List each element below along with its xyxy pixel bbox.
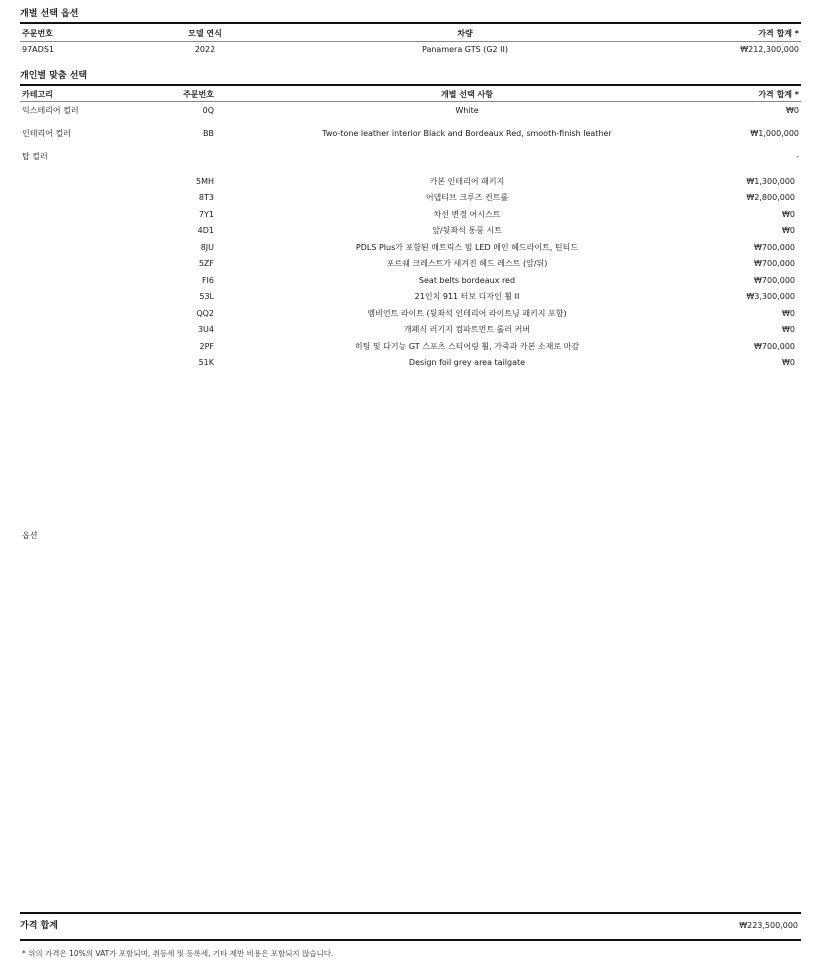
option-price: ₩2,800,000 (746, 193, 795, 203)
category-label: 탑 컬러 (22, 152, 48, 161)
option-code: 8T3 (198, 193, 214, 203)
option-price: ₩700,000 (754, 259, 795, 269)
divider-thin (20, 41, 801, 42)
option-price: ₩700,000 (754, 242, 795, 252)
header-vehicle: 차량 (457, 29, 473, 38)
category-price: ₩1,000,000 (750, 129, 799, 138)
option-price: ₩0 (782, 209, 795, 219)
category-label: 인테리어 컬러 (22, 129, 71, 138)
vehicle-name: Panamera GTS (G2 II) (421, 45, 508, 54)
option-item: 포르쉐 크레스트가 새겨진 헤드 레스트 (앞/뒤) (386, 259, 548, 269)
header-item: 개별 선택 사항 (441, 90, 493, 99)
category-price: ₩0 (786, 106, 799, 115)
vehicle-model-year: 2022 (194, 45, 216, 54)
option-price: ₩0 (782, 325, 795, 334)
options-label: 옵션 (22, 531, 38, 540)
option-code: 2PF (199, 341, 214, 351)
option-item: 엠비언트 라이트 (뒷좌석 인테리어 라이트닝 패키지 포함) (367, 308, 567, 318)
option-code: 8JU (200, 242, 214, 252)
option-item: Seat belts bordeaux red (418, 275, 516, 285)
option-code: 51K (198, 357, 214, 367)
divider-thin (20, 101, 801, 102)
category-label: 익스테리어 컬러 (22, 106, 79, 115)
option-price: ₩0 (782, 308, 795, 318)
option-code: QQ2 (196, 308, 214, 318)
option-item: PDLS Plus가 포함된 매트릭스 빔 LED 메인 헤드라이트, 틴티드 (355, 242, 579, 252)
option-item: 21인치 911 터보 디자인 휠 II (414, 292, 520, 302)
total-value: ₩223,500,000 (739, 921, 798, 930)
header-price-total: 가격 합계 * (758, 29, 799, 38)
category-code: 0Q (202, 106, 214, 115)
total-label: 가격 합계 (20, 921, 58, 931)
option-price: ₩0 (782, 226, 795, 236)
header-price-total: 가격 합계 * (758, 90, 799, 99)
custom-selection-title: 개인별 맞춤 선택 (20, 71, 88, 81)
option-code: FI6 (201, 275, 214, 285)
option-item: 차선 변경 어시스트 (433, 209, 501, 219)
option-code: 7Y1 (198, 209, 214, 219)
divider-thick (20, 84, 801, 86)
divider-thick (20, 22, 801, 24)
option-code: 5MH (195, 177, 214, 186)
header-model-year: 모델 연식 (188, 29, 222, 38)
option-item: 히팅 및 다기능 GT 스포츠 스티어링 휠, 가죽과 카본 소재로 마감 (354, 341, 580, 351)
category-item: Two-tone leather interior Black and Bordeaux Red, smooth-finish leather (322, 129, 612, 138)
header-order-no: 주문번호 (22, 29, 53, 38)
option-code: 3U4 (197, 325, 214, 334)
divider-thick (20, 939, 801, 941)
vehicle-price: ₩212,300,000 (740, 45, 799, 54)
option-item: Design foil grey area tailgate (408, 357, 526, 367)
option-item: 어댑티브 크루즈 컨트롤 (425, 193, 509, 203)
option-item: 앞/뒷좌석 통풍 시트 (432, 226, 502, 236)
option-price: ₩700,000 (754, 341, 795, 351)
divider-thick (20, 912, 801, 914)
header-order-no: 주문번호 (183, 90, 214, 99)
individual-options-title: 개별 선택 옵션 (20, 9, 79, 19)
header-category: 카테고리 (22, 90, 53, 99)
vehicle-order-no: 97ADS1 (22, 45, 54, 54)
option-code: 53L (199, 292, 214, 302)
option-price: ₩700,000 (754, 275, 795, 285)
option-code: 4D1 (197, 226, 214, 236)
category-code: BB (203, 129, 214, 138)
category-price: - (796, 152, 799, 161)
category-item: White (455, 106, 479, 115)
option-item: 카본 인테리어 패키지 (429, 177, 505, 186)
option-price: ₩0 (782, 357, 795, 367)
option-price: ₩3,300,000 (746, 292, 795, 302)
footnote: * 위의 가격은 10%의 VAT가 포함되며, 취등세 및 등록세, 기타 제반 비용은 포함되지 않습니다. (22, 949, 334, 958)
option-code: 5ZF (198, 259, 214, 269)
option-item: 개폐식 러기지 컴파트먼트 롤러 커버 (403, 325, 531, 334)
option-price: ₩1,300,000 (746, 177, 795, 186)
